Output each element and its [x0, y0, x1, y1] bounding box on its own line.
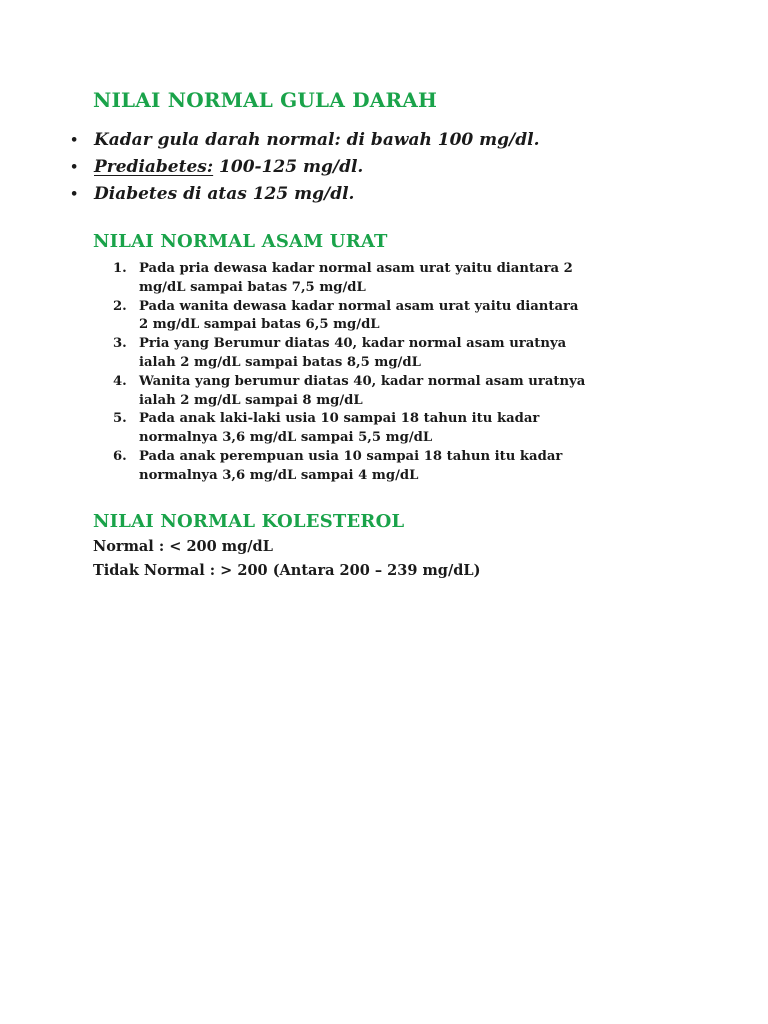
list-item [70, 127, 710, 154]
list-number: 5. [113, 411, 127, 427]
list-item-line: Pria yang Berumur diatas 40, kadar normal asam uratnya [139, 336, 567, 352]
bullet-icon: • [70, 133, 79, 148]
list-number: 2. [113, 298, 127, 314]
list-number: 4. [113, 373, 127, 389]
gula-darah-list [70, 127, 710, 208]
list-item-text: Kadar gula darah normal: di bawah 100 mg/dl. [94, 130, 540, 150]
list-item-line: Pada anak perempuan usia 10 sampai 18 tahun itu kadar [139, 448, 563, 464]
list-item [70, 154, 710, 181]
list-item-line: Wanita yang berumur diatas 40, kadar normal asam uratnya [139, 373, 586, 389]
list-item-line: ialah 2 mg/dL sampai batas 8,5 mg/dL [139, 354, 421, 370]
list-item-text: 100-125 mg/dl. [213, 157, 364, 177]
bullet-icon: • [70, 160, 79, 175]
list-item-text: Diabetes di atas 125 mg/dl. [94, 184, 355, 204]
list-item-line: normalnya 3,6 mg/dL sampai 4 mg/dL [139, 467, 419, 483]
list-item-line: Pada pria dewasa kadar normal asam urat yaitu diantara 2 [139, 261, 573, 276]
list-item-line: normalnya 3,6 mg/dL sampai 5,5 mg/dL [139, 430, 433, 446]
list-item-line: mg/dL sampai batas 7,5 mg/dL [139, 279, 366, 295]
gula-darah-heading: NILAI NORMAL GULA DARAH [93, 88, 438, 112]
prediabetes-label: Prediabetes: [94, 157, 214, 177]
list-number: 1. [113, 261, 127, 276]
list-item-line: Pada anak laki-laki usia 10 sampai 18 tahun itu kadar [139, 411, 540, 427]
kolesterol-normal-line: Normal : < 200 mg/dL [93, 538, 273, 555]
list-item [113, 410, 713, 448]
list-item [113, 448, 713, 486]
asam-urat-heading: NILAI NORMAL ASAM URAT [93, 231, 388, 252]
kolesterol-heading: NILAI NORMAL KOLESTEROL [93, 511, 405, 532]
list-item-line: ialah 2 mg/dL sampai 8 mg/dL [139, 392, 363, 408]
list-item [70, 181, 710, 208]
list-item [113, 373, 713, 411]
list-number: 3. [113, 336, 127, 352]
list-item [113, 335, 713, 373]
list-item-line: 2 mg/dL sampai batas 6,5 mg/dL [139, 317, 380, 333]
kolesterol-tidak-normal-line: Tidak Normal : > 200 (Antara 200 – 239 mg/dL) [93, 562, 481, 579]
asam-urat-list [113, 260, 713, 486]
list-item-line: Pada wanita dewasa kadar normal asam urat yaitu diantara [139, 298, 579, 314]
list-item [113, 298, 713, 336]
list-number: 6. [113, 448, 127, 464]
bullet-icon: • [70, 187, 79, 202]
list-item [113, 260, 713, 298]
